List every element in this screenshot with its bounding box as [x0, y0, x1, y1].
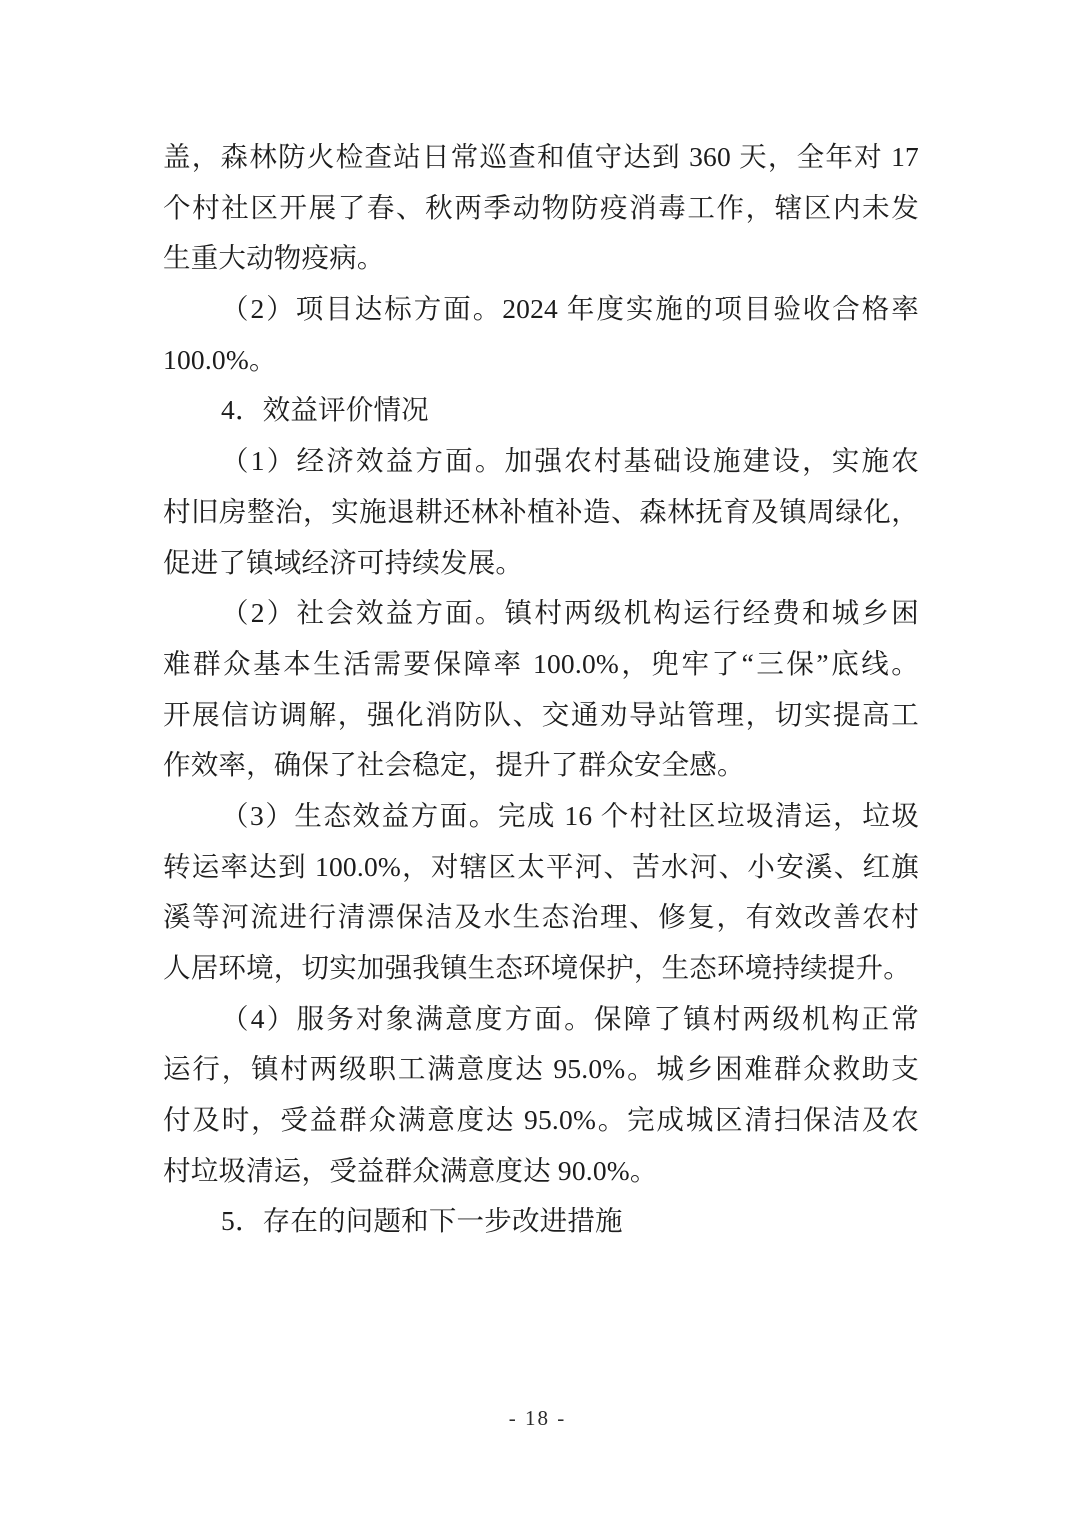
text-line: （3）生态效益方面。完成 16 个村社区垃圾清运，垃圾: [221, 799, 919, 831]
text-line: 村旧房整治，实施退耕还林补植补造、森林抚育及镇周绿化，: [163, 495, 919, 527]
text-line: 盖，森林防火检查站日常巡查和值守达到 360 天，全年对 17: [163, 141, 919, 172]
text-line: 4．效益评价情况: [221, 394, 429, 426]
text-line: （2）项目达标方面。2024 年度实施的项目验收合格率: [221, 293, 919, 325]
text-line: 5．存在的问题和下一步改进措施: [221, 1205, 623, 1237]
text-line: 运行，镇村两级职工满意度达 95.0%。城乡困难群众救助支: [163, 1053, 919, 1085]
text-line: 促进了镇域经济可持续发展。: [163, 546, 524, 578]
text-line: 转运率达到 100.0%，对辖区太平河、苦水河、小安溪、红旗: [163, 850, 919, 882]
page-footer: [0, 1406, 1075, 1431]
text-line: （4）服务对象满意度方面。保障了镇村两级机构正常: [221, 1002, 919, 1034]
page-number: - 18 -: [508, 1406, 567, 1430]
text-line: 个村社区开展了春、秋两季动物防疫消毒工作，辖区内未发: [163, 191, 919, 223]
text-line: 溪等河流进行清漂保洁及水生态治理、修复，有效改善农村: [163, 901, 919, 933]
text-line: 人居环境，切实加强我镇生态环境保护，生态环境持续提升。: [163, 952, 911, 983]
text-line: 村垃圾清运，受益群众满意度达 90.0%。: [163, 1154, 658, 1186]
text-line: （2）社会效益方面。镇村两级机构运行经费和城乡困: [221, 597, 919, 629]
document-body: [163, 132, 919, 1247]
text-line: 难群众基本生活需要保障率 100.0%，兜牢了“三保”底线。: [163, 647, 919, 679]
text-line: 100.0%。: [163, 343, 277, 375]
text-line: （1）经济效益方面。加强农村基础设施建设，实施农: [221, 445, 919, 477]
text-line: 开展信访调解，强化消防队、交通劝导站管理，切实提高工: [163, 698, 919, 730]
text-line: 生重大动物疫病。: [163, 242, 385, 274]
text-line: 作效率，确保了社会稳定，提升了群众安全感。: [163, 749, 745, 781]
text-line: 付及时，受益群众满意度达 95.0%。完成城区清扫保洁及农: [163, 1104, 919, 1136]
